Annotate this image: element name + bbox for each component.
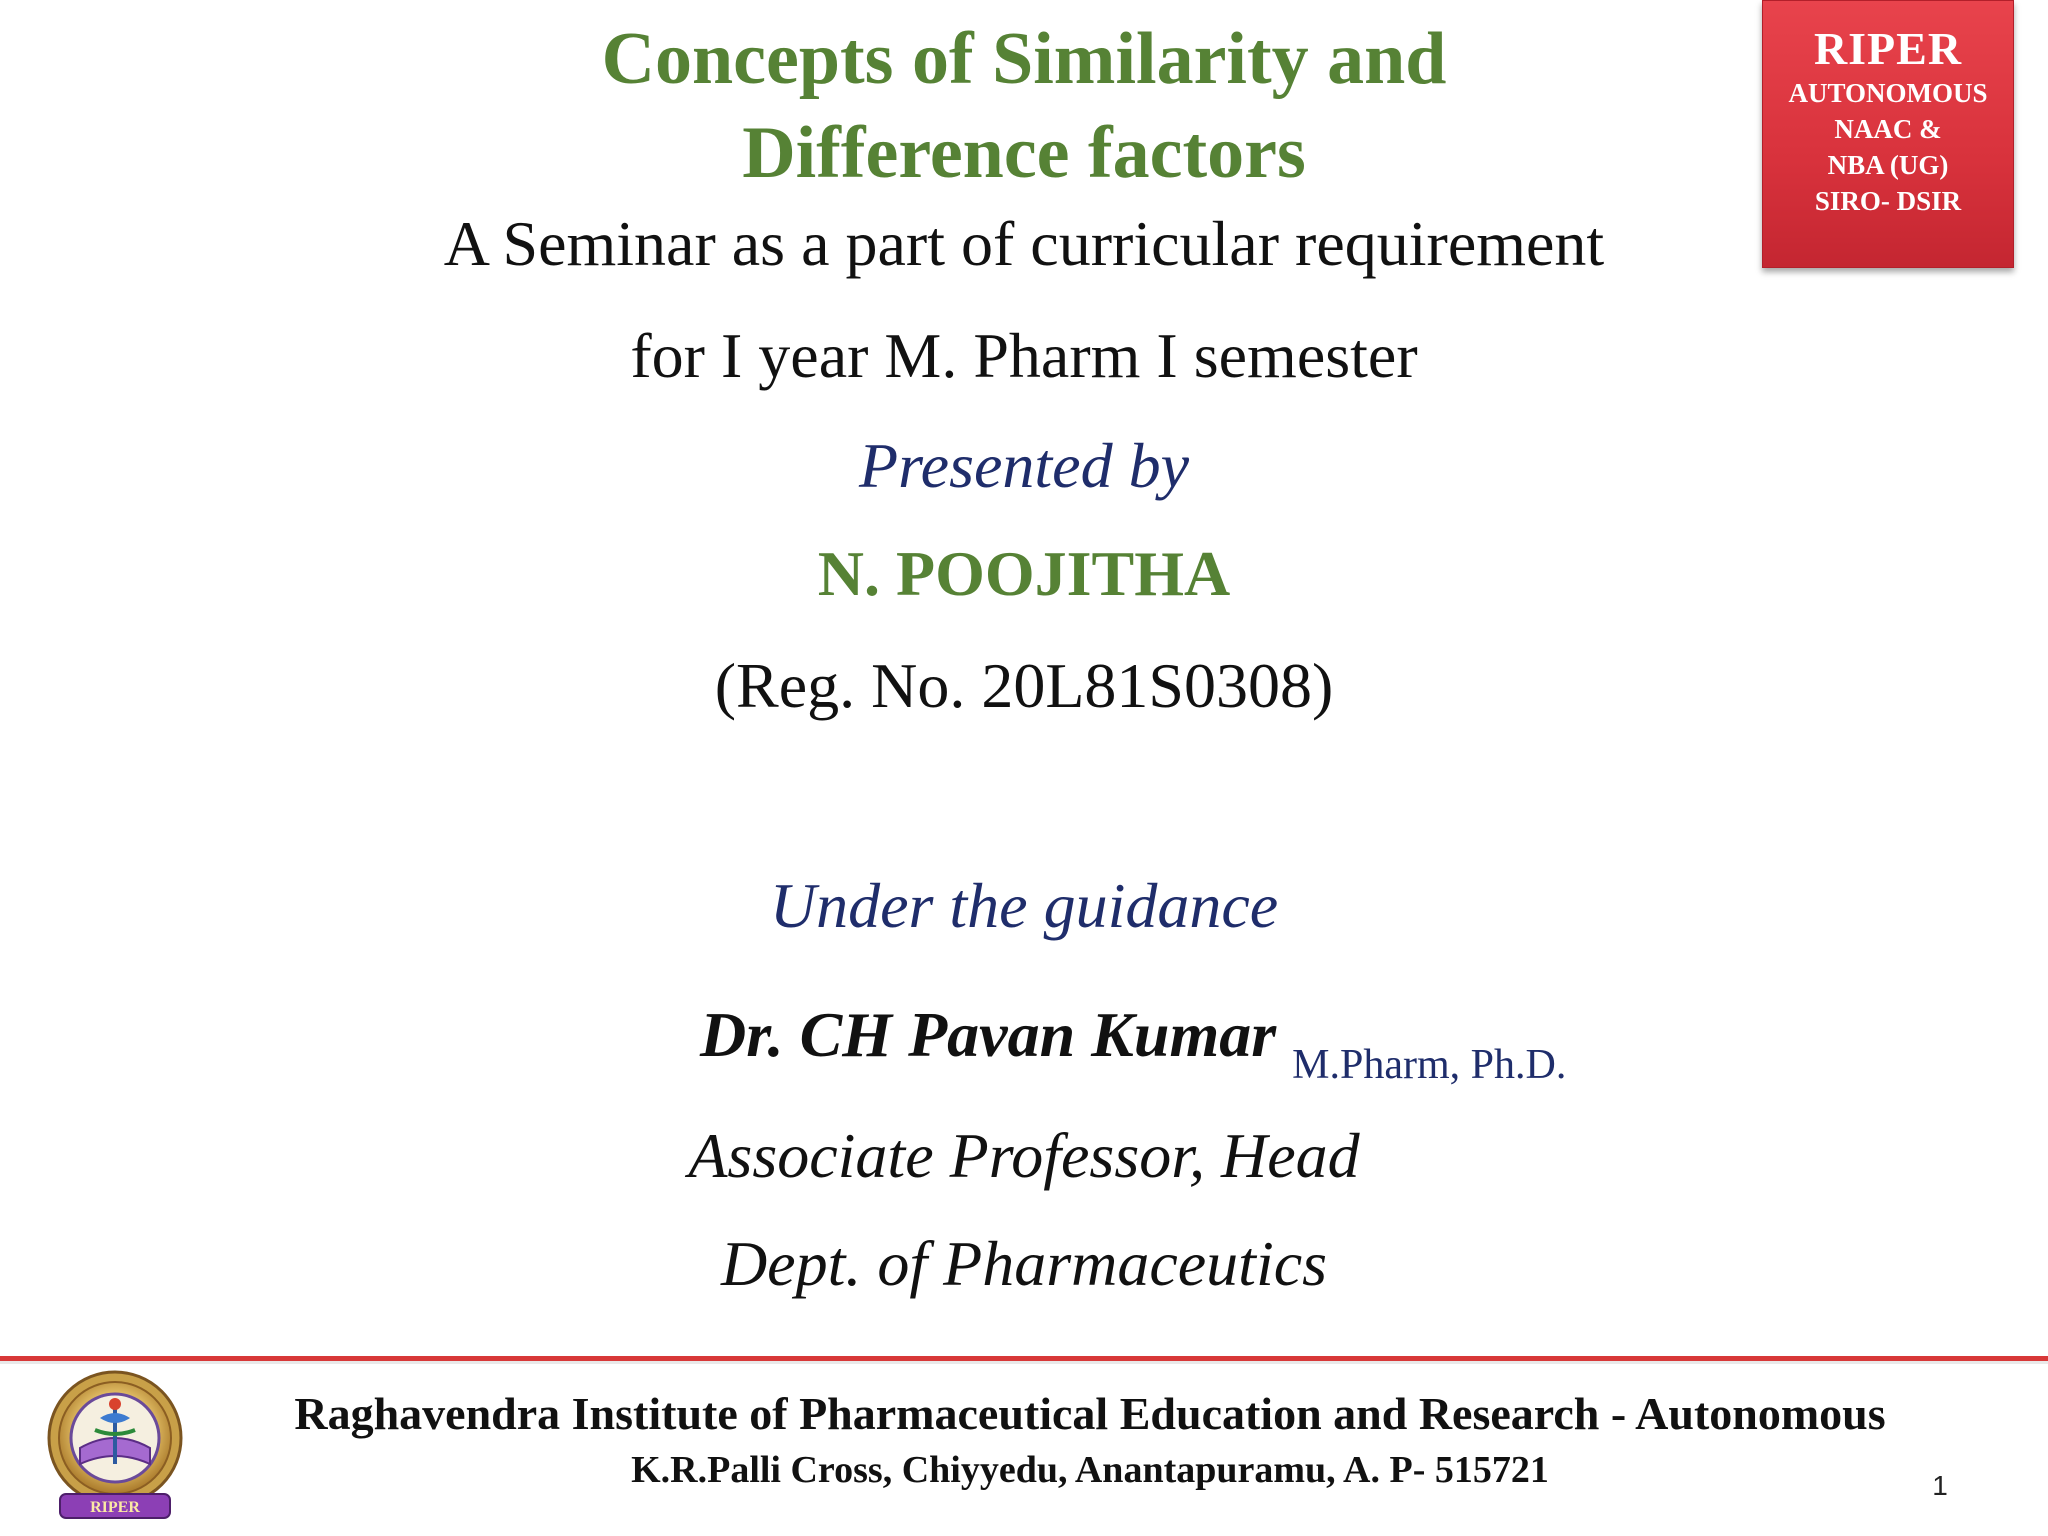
institute-name: Raghavendra Institute of Pharmaceutical Education and Research - Autonomous — [294, 1388, 1886, 1439]
presented-by-label: Presented by — [859, 430, 1189, 501]
badge-line-nba: NBA (UG) — [1827, 150, 1949, 180]
subtitle-line-1: A Seminar as a part of curricular requirement — [443, 208, 1605, 279]
page-number: 1 — [1932, 1470, 1948, 1501]
logo-text: RIPER — [90, 1499, 140, 1516]
registration-number: (Reg. No. 20L81S0308) — [714, 650, 1334, 721]
riper-badge — [1762, 0, 2014, 268]
institute-address: K.R.Palli Cross, Chiyyedu, Anantapuramu, A. P- 515721 — [631, 1449, 1549, 1491]
badge-title: RIPER — [1813, 23, 1963, 74]
badge-line-siro: SIRO- DSIR — [1814, 186, 1962, 216]
under-guidance-label: Under the guidance — [769, 870, 1279, 941]
presenter-name: N. POOJITHA — [817, 538, 1231, 609]
guide-name-row — [700, 998, 1567, 1088]
guide-department: Dept. of Pharmaceutics — [720, 1228, 1328, 1299]
badge-line-autonomous: AUTONOMOUS — [1788, 78, 1988, 108]
title-line-1: Concepts of Similarity and — [601, 18, 1447, 100]
guide-designation: Associate Professor, Head — [688, 1120, 1360, 1191]
title-line-2: Difference factors — [742, 112, 1306, 194]
institute-logo-icon — [40, 1368, 190, 1526]
footer-divider-shadow — [0, 1361, 2048, 1364]
badge-line-naac: NAAC & — [1834, 114, 1942, 144]
subtitle-line-2: for I year M. Pharm I semester — [630, 320, 1418, 391]
guide-name: Dr. CH Pavan Kumar — [700, 999, 1277, 1070]
guide-qualifications: M.Pharm, Ph.D. — [1292, 1042, 1567, 1088]
